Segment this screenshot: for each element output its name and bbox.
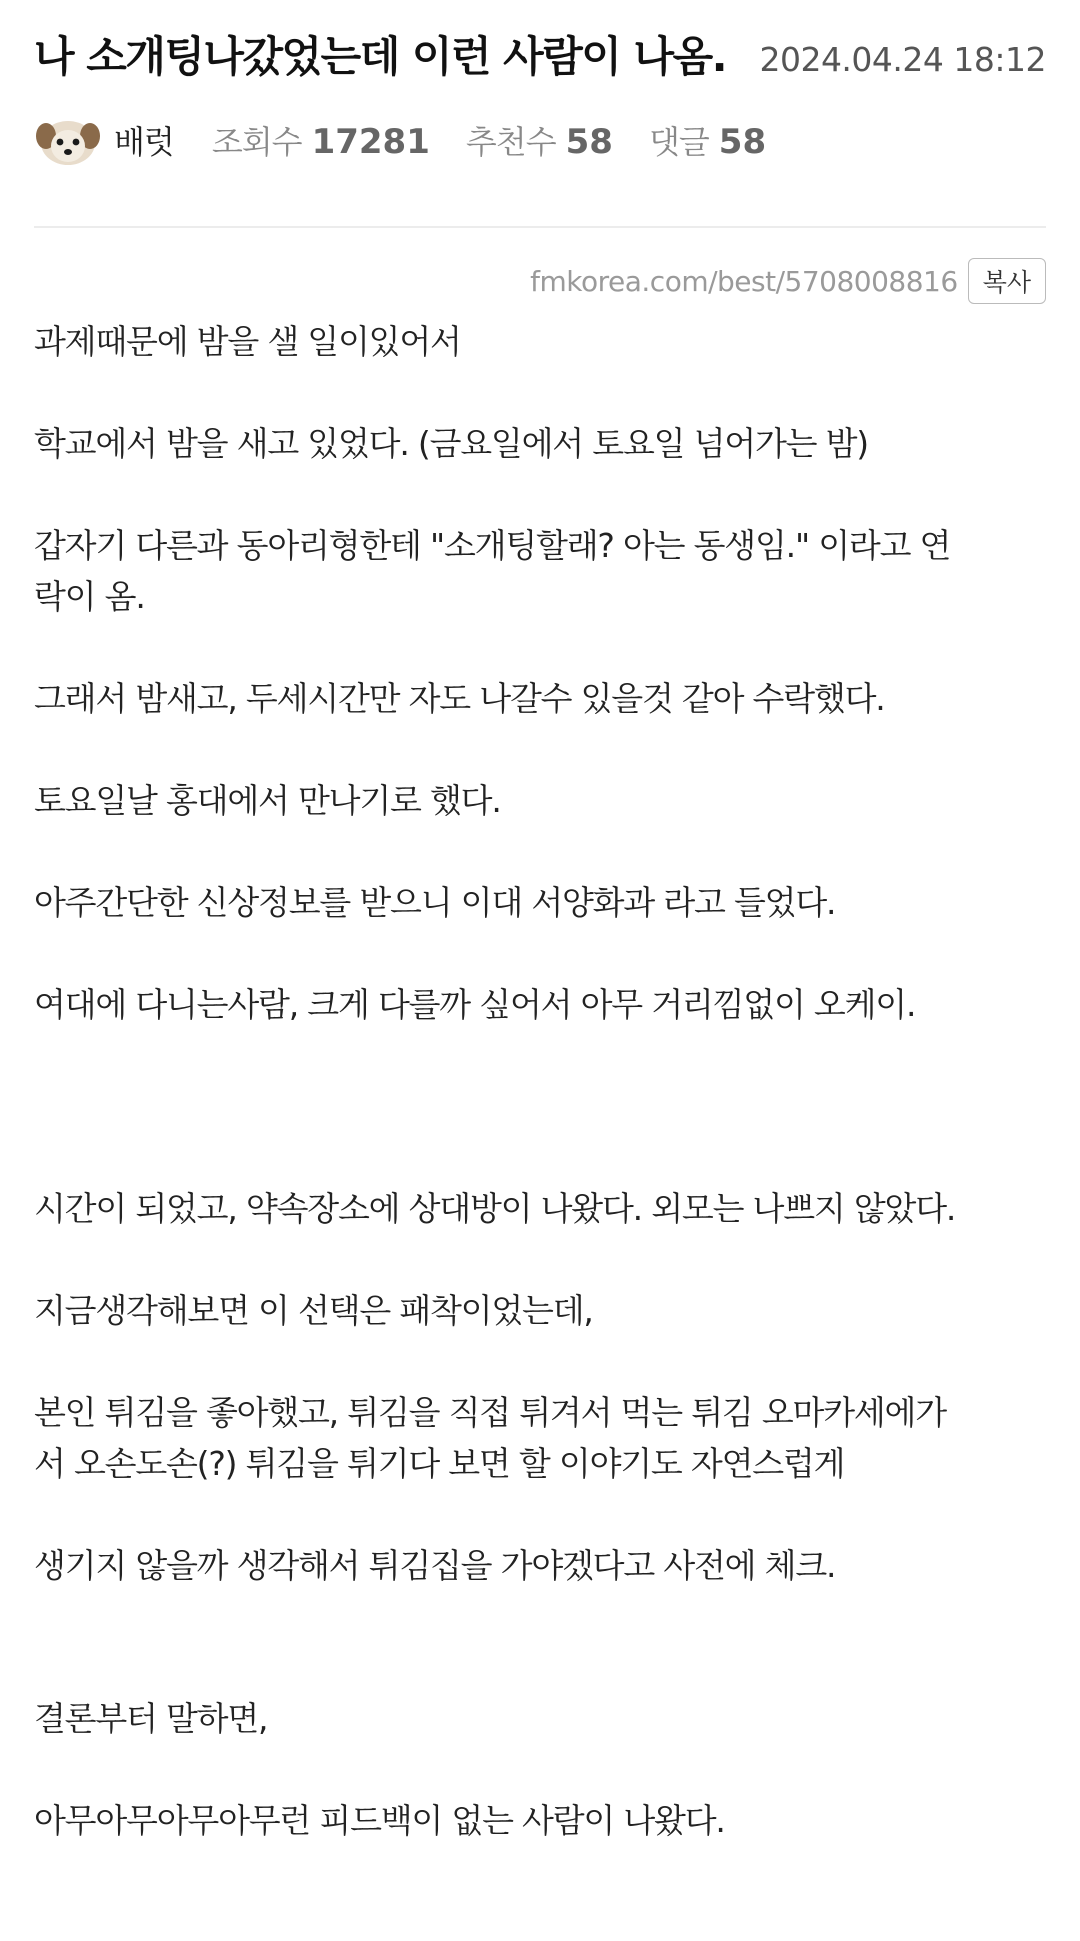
body-paragraph: 시간이 되었고, 약속장소에 상대방이 나왔다. 외모는 나쁘지 않았다. [34,1189,956,1228]
body-paragraph: 본인 튀김을 좋아했고, 튀김을 직접 튀겨서 먹는 튀김 오마카세에가 [34,1393,946,1432]
blank-line [34,1336,1044,1387]
header-divider [34,226,1046,228]
blank-line [34,928,1044,979]
recommend-count [466,117,613,163]
body-paragraph: 과제때문에 밤을 샐 일이있어서 [34,322,461,361]
body-paragraph: 서 오손도손(?) 튀김을 튀기다 보면 할 이야기도 자연스럽게 [34,1444,845,1483]
body-paragraph: 그래서 밤새고, 두세시간만 자도 나갈수 있을것 같아 수락했다. [34,679,885,718]
blank-line [34,826,1044,877]
body-paragraph: 학교에서 밤을 새고 있었다. (금요일에서 토요일 넘어가는 밤) [34,424,868,463]
blank-line [34,1744,1044,1795]
blank-line [34,1081,1044,1132]
comment-count[interactable] [649,117,766,163]
view-count [212,117,430,163]
author-name[interactable]: 배럿 [114,123,174,161]
body-paragraph: 지금생각해보면 이 선택은 패착이었는데, [34,1291,593,1330]
puppy-avatar-icon[interactable] [34,110,102,170]
blank-line [34,367,1044,418]
copy-url-button[interactable]: 복사 [968,258,1046,304]
blank-line [34,469,1044,520]
recommend-count-label: 추천수 [465,123,556,161]
blank-line [34,1132,1044,1183]
blank-line [34,1591,1044,1642]
blank-line [34,1234,1044,1285]
blank-line [34,1642,1044,1693]
post-body [34,316,1046,1846]
body-paragraph: 여대에 다니는사람, 크게 다를까 싶어서 아무 거리낌없이 오케이. [34,985,916,1024]
body-paragraph: 갑자기 다른과 동아리형한테 "소개팅할래? 아는 동생임." 이라고 연 [34,526,951,565]
comment-count-label: 댓글 [648,123,709,161]
body-paragraph: 락이 옴. [34,577,145,616]
post-title: 나 소개팅나갔었는데 이런 사람이 나옴. [34,32,727,81]
post-header [34,0,1046,84]
body-paragraph: 생기지 않을까 생각해서 튀김집을 가야겠다고 사전에 체크. [34,1546,836,1585]
blank-line [34,622,1044,673]
post-date: 2024.04.24 18:12 [759,40,1046,79]
share-link-row [34,256,1046,306]
view-count-label: 조회수 [211,123,302,161]
body-paragraph: 아무아무아무아무런 피드백이 없는 사람이 나왔다. [34,1801,725,1840]
post-url[interactable]: fmkorea.com/best/5708008816 [530,264,958,298]
blank-line [34,724,1044,775]
body-paragraph: 아주간단한 신상정보를 받으니 이대 서양화과 라고 들었다. [34,883,836,922]
comment-count-value: 58 [718,122,767,162]
blank-line [34,1489,1044,1540]
recommend-count-value: 58 [565,122,613,162]
body-paragraph: 결론부터 말하면, [34,1699,268,1738]
view-count-value: 17281 [311,122,430,162]
blank-line [34,1030,1044,1081]
post-meta [34,98,1046,182]
body-paragraph: 토요일날 홍대에서 만나기로 했다. [34,781,501,820]
